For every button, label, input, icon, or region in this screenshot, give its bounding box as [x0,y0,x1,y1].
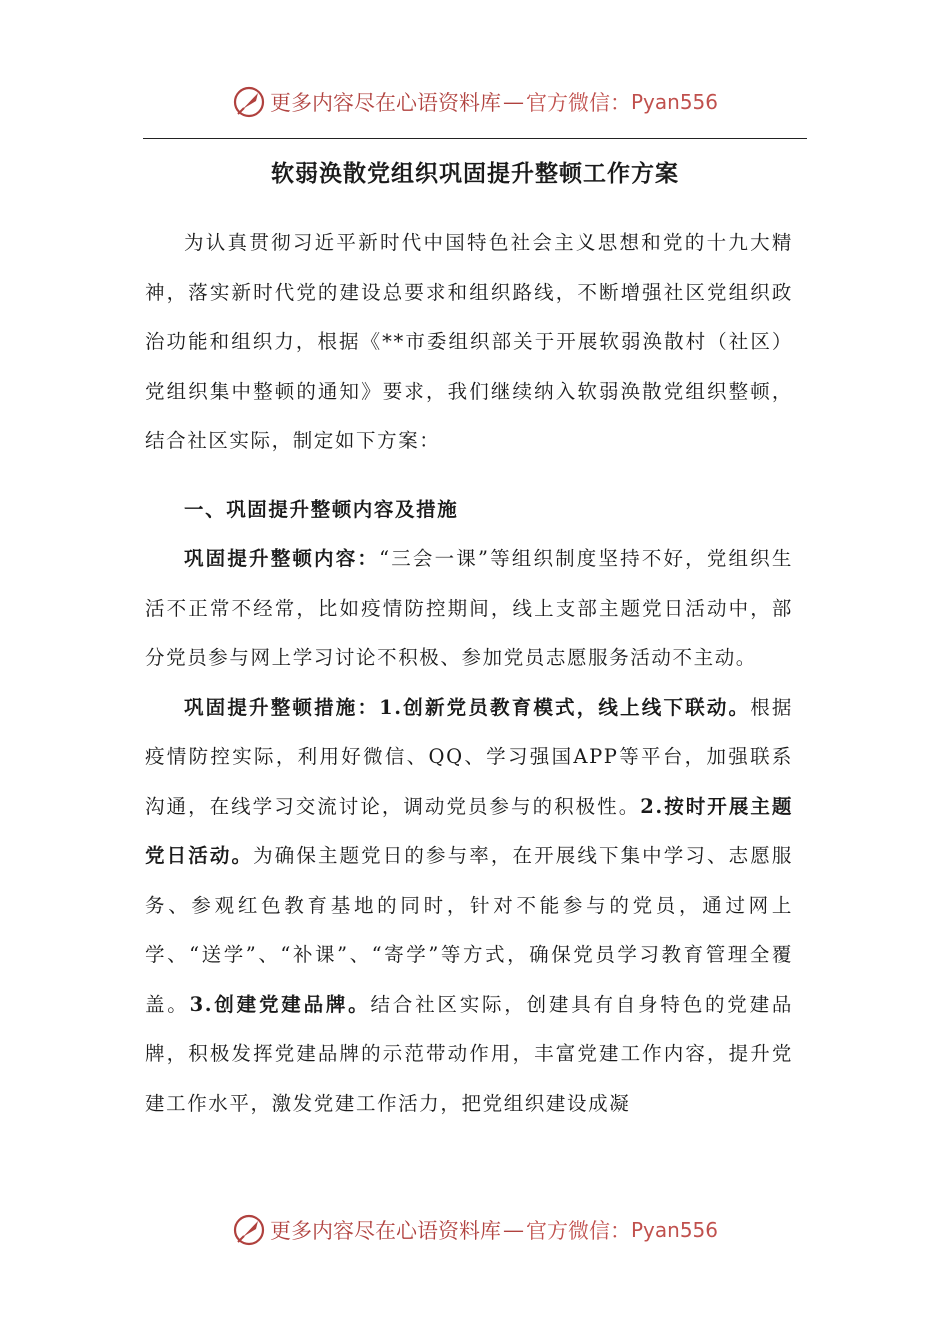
document-title: 软弱涣散党组织巩固提升整顿工作方案 [271,160,679,187]
section-heading: 一、巩固提升整顿内容及措施 [184,497,459,521]
banner-text: 更多内容尽在心语资料库 [269,1219,501,1243]
content-label: 巩固提升整顿内容： [184,547,380,570]
banner-separator: — [502,1218,524,1242]
content-paragraph [145,534,793,683]
banner-account: Pyan556 [630,1218,718,1242]
measure-3-title: 3.创建党建品牌。 [189,992,371,1016]
measures-label: 巩固提升整顿措施： [184,695,380,719]
header-divider [143,138,807,139]
intro-paragraph: 为认真贯彻习近平新时代中国特色社会主义思想和党的十九大精神，落实新时代党的建设总要求和组织路线，不断增强社区党组织政治功能和组织力，根据《**市委组织部关于开展软弱涣散村（社区）党组织集中整顿的通知》要求，我们继续纳入软弱涣散党组织整顿，结合社区实际，制定如下方案： [145,231,793,452]
quill-logo-icon [232,85,266,119]
measures-paragraph [145,683,793,1129]
measure-3-text: 结合社区实际，创建具有自身特色的党建品牌，积极发挥党建品牌的示范带动作用，丰富党建工作内容，提升党建工作水平，激发党建工作活力，把党组织建设成凝 [145,992,794,1115]
banner-separator: — [502,90,524,114]
header-watermark-banner [0,80,950,124]
banner-wechat-label: 官方微信： [525,1219,631,1243]
document-body [145,218,793,1128]
footer-watermark-banner [0,1208,950,1252]
measure-2-text: 为确保主题党日的参与率，在开展线下集中学习、志愿服务、参观红色教育基地的同时，针对不能参与的党员，通过网上学、“送学”、“补课”、“寄学”等方式，确保党员学习教育管理全覆盖。 [145,844,793,1016]
banner-account: Pyan556 [630,90,718,114]
measure-2-title: 2.按时开展主题党日活动。 [145,794,793,867]
quill-logo-icon [232,1213,266,1247]
content-text: “三会一课”等组织制度坚持不好，党组织生活不正常不经常，比如疫情防控期间，线上支部主题党日活动中，部分党员参与网上学习讨论不积极、参加党员志愿服务活动不主动。 [145,547,793,669]
measure-1-title: 1.创新党员教育模式，线上线下联动。 [379,695,751,719]
banner-text: 更多内容尽在心语资料库 [269,91,501,115]
measure-1-text: 根据疫情防控实际，利用好微信、QQ、学习强国APP等平台，加强联系沟通，在线学习交流讨论，调动党员参与的积极性。 [145,695,793,818]
banner-wechat-label: 官方微信： [525,91,631,115]
